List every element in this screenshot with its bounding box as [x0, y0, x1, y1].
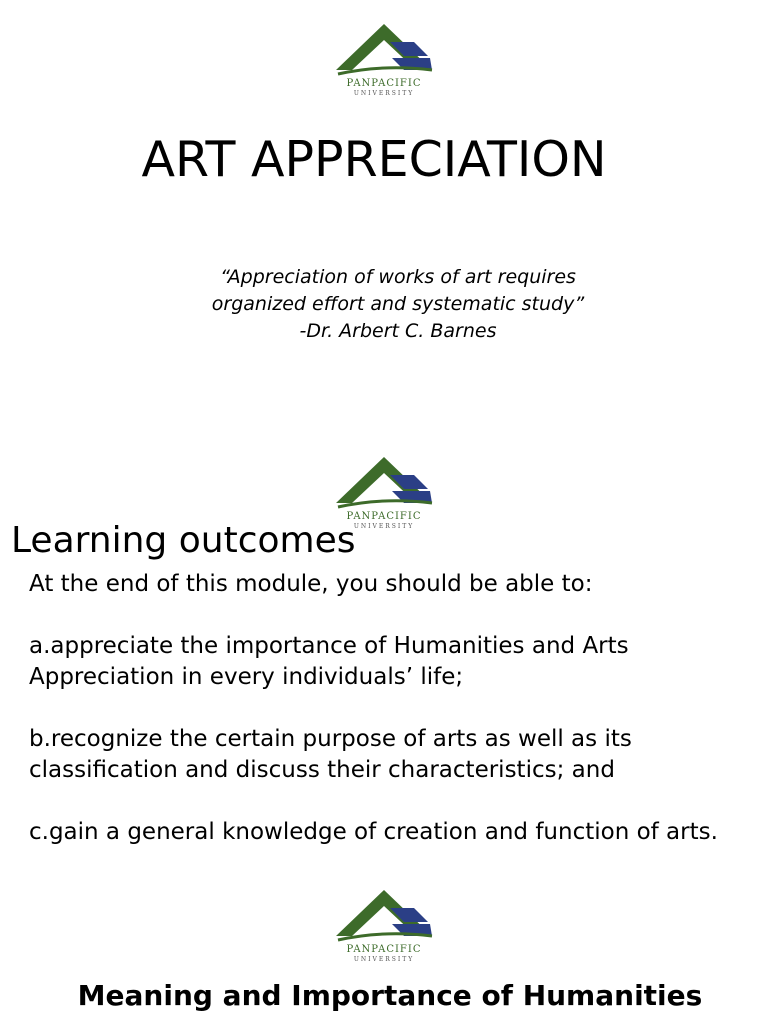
logo-subname: UNIVERSITY [353, 523, 415, 530]
quote-attribution: -Dr. Arbert C. Barnes [299, 320, 497, 342]
outcome-item: a.appreciate the importance of Humanities and Arts Appreciation in every individuals’ life; [29, 633, 636, 690]
logo-name: PANPACIFIC [346, 78, 422, 89]
learning-outcomes-body [29, 569, 749, 848]
logo-name: PANPACIFIC [346, 511, 422, 522]
slide-title [0, 0, 768, 433]
quote-line: organized effort and systematic study” [211, 293, 585, 315]
logo-subname: UNIVERSITY [353, 90, 415, 97]
mountain-logo-icon [332, 453, 436, 509]
mountain-logo-icon [332, 20, 436, 76]
outcome-item: b.recognize the certain purpose of arts as well as its classification and discuss their characteristics; and [29, 726, 640, 783]
section-heading: Learning outcomes [11, 520, 356, 561]
presentation-title: ART APPRECIATION [141, 131, 607, 188]
quote-line: “Appreciation of works of art requires [220, 266, 576, 288]
outcome-item: c.gain a general knowledge of creation and function of arts. [29, 819, 718, 845]
logo-name: PANPACIFIC [346, 944, 422, 955]
slide-humanities [0, 866, 768, 1024]
intro-paragraph: At the end of this module, you should be able to: [29, 571, 593, 597]
slide-learning-outcomes [0, 433, 768, 866]
section-heading: Meaning and Importance of Humanities [77, 979, 703, 1012]
quote [0, 264, 768, 345]
university-logo [332, 886, 436, 966]
logo-subname: UNIVERSITY [353, 956, 415, 963]
university-logo [332, 20, 436, 100]
mountain-logo-icon [332, 886, 436, 942]
